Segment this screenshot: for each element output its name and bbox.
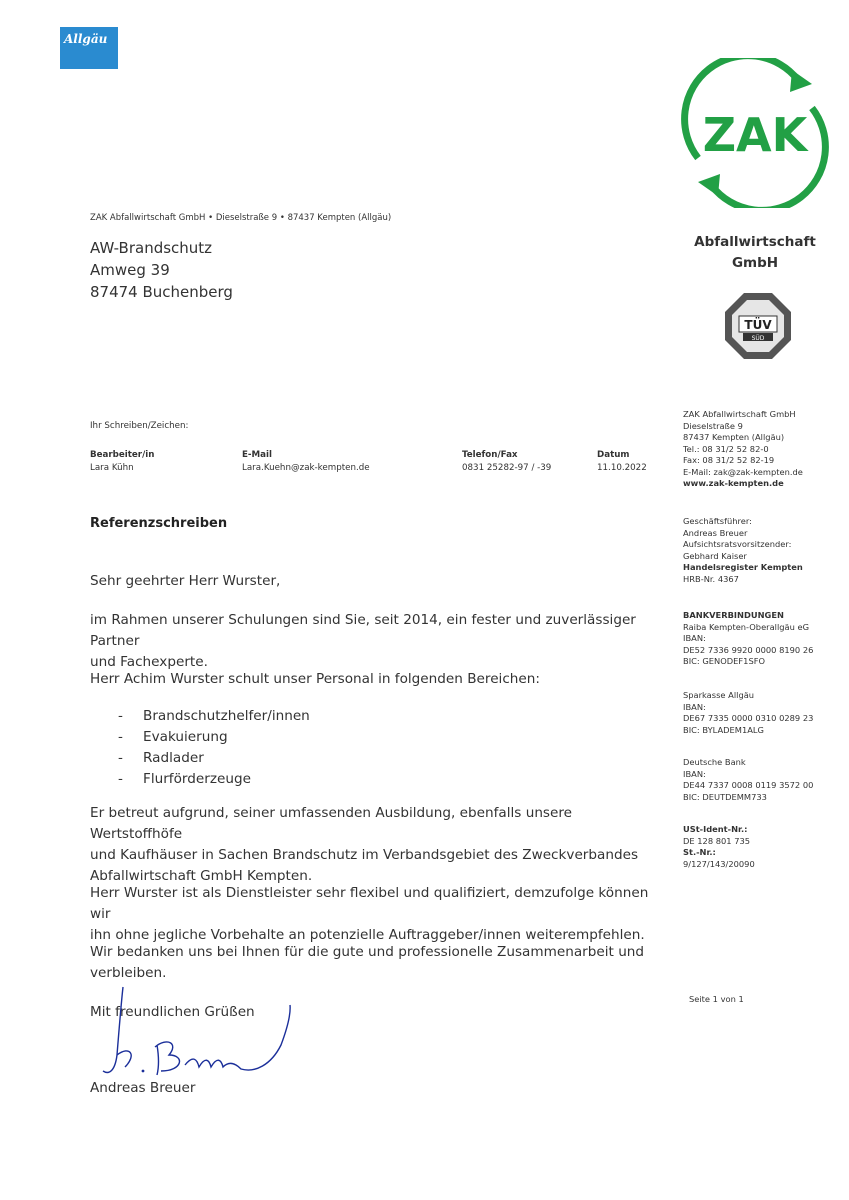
svg-text:TÜV: TÜV: [744, 318, 772, 332]
allgaeu-logo-text: Allgäu: [64, 32, 108, 46]
recipient-name: AW-Brandschutz: [90, 239, 213, 257]
allgaeu-logo: [60, 27, 118, 69]
subject: Referenzschreiben: [90, 516, 228, 531]
website-link: www.zak-kempten.de: [683, 478, 784, 488]
meta-date: Datum 11.10.2022: [597, 450, 647, 473]
page-number: Seite 1 von 1: [689, 994, 744, 1004]
paragraph-5: Wir bedanken uns bei Ihnen für die gute und professionelle Zusammenarbeit und verbleiben.: [90, 944, 645, 981]
salutation: Sehr geehrter Herr Wurster,: [90, 573, 281, 589]
svg-text:ZAK: ZAK: [702, 108, 808, 162]
sidebar-contact: ZAK Abfallwirtschaft GmbH Dieselstraße 9 87437 Kempten (Allgäu) Tel.: 08 31/2 52 82-0 Fax: 08 31/2 52 82-19 E-Mail: zak@zak-kempten.de www.zak-kempten.de: [683, 409, 843, 490]
meta-email: E-Mail Lara.Kuehn@zak-kempten.de: [242, 450, 370, 473]
sidebar-tax: USt-Ident-Nr.: DE 128 801 735 St.-Nr.: 9/127/143/20090: [683, 824, 755, 869]
tuv-seal: [723, 291, 793, 361]
list-item: - Flurförderzeuge: [118, 771, 251, 787]
list-item: - Evakuierung: [118, 729, 228, 745]
meta-editor: Bearbeiter/in Lara Kühn: [90, 450, 155, 473]
list-item: - Radlader: [118, 750, 204, 766]
paragraph-3: Er betreut aufgrund, seiner umfassenden Ausbildung, ebenfalls unsere Wertstoffhöfe und Kaufhäuser in Sachen Brandschutz im Verbandsgebiet des Zweckverbandes Abfallwirtschaft GmbH Kempten.: [90, 805, 639, 884]
signer-name: Andreas Breuer: [90, 1080, 196, 1096]
sidebar-bank-1: BANKVERBINDUNGEN Raiba Kempten-Oberallgäu eG IBAN: DE52 7336 9920 0000 8190 26 BIC: GENODEF1SFO: [683, 610, 814, 666]
zak-logo: [680, 58, 830, 208]
sidebar-bank-2: Sparkasse Allgäu IBAN: DE67 7335 0000 0310 0289 23 BIC: BYLADEM1ALG: [683, 690, 814, 735]
recipient-address: [90, 237, 233, 303]
closing: Mit freundlichen Grüßen: [90, 1004, 255, 1020]
logo-subtitle: Abfallwirtschaft GmbH: [694, 234, 816, 271]
svg-text:SÜD: SÜD: [751, 335, 765, 342]
paragraph-1: im Rahmen unserer Schulungen sind Sie, seit 2014, ein fester und zuverlässiger Partner und Fachexperte.: [90, 612, 636, 670]
recipient-street: Amweg 39: [90, 261, 170, 279]
paragraph-2: Herr Achim Wurster schult unser Personal in folgenden Bereichen:: [90, 671, 540, 687]
recipient-city: 87474 Buchenberg: [90, 283, 233, 301]
handwritten-signature: [95, 985, 305, 1085]
paragraph-4: Herr Wurster ist als Dienstleister sehr flexibel und qualifiziert, demzufolge können wir ihn ohne jegliche Vorbehalte an potenzielle Auftraggeber/innen weiterempfehlen.: [90, 885, 649, 943]
list-item: - Brandschutzhelfer/innen: [118, 708, 310, 724]
sidebar-bank-3: Deutsche Bank IBAN: DE44 7337 0008 0119 3572 00 BIC: DEUTDEMM733: [683, 757, 814, 802]
sender-line: ZAK Abfallwirtschaft GmbH • Dieselstraße 9 • 87437 Kempten (Allgäu): [90, 213, 392, 223]
meta-phone: Telefon/Fax 0831 25282-97 / -39: [462, 450, 552, 473]
reference-label: Ihr Schreiben/Zeichen:: [90, 421, 189, 431]
sidebar-management: Geschäftsführer: Andreas Breuer Aufsichtsratsvorsitzender: Gebhard Kaiser Handelsregister Kempten HRB-Nr. 4367: [683, 516, 803, 584]
